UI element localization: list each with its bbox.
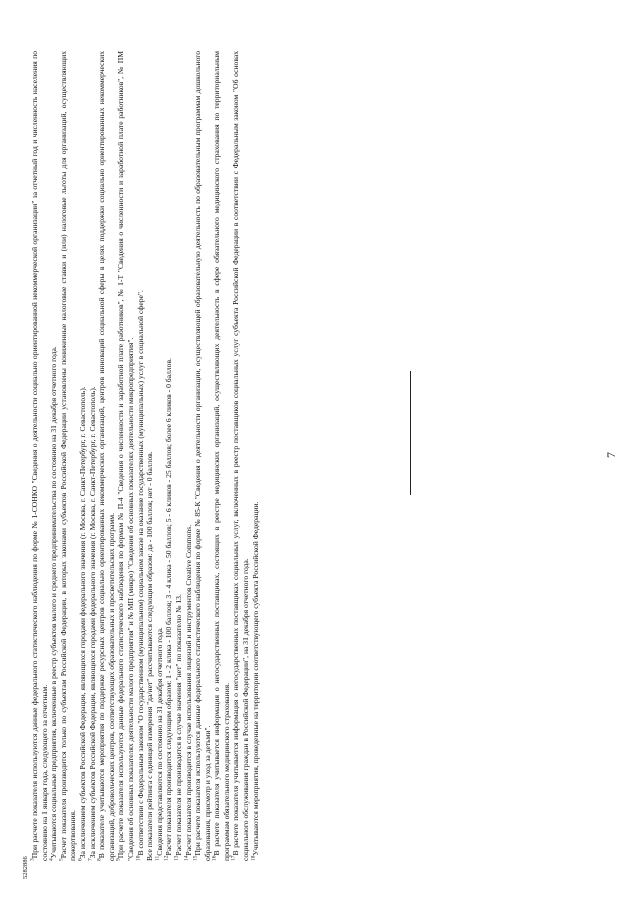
footnote (136, 51, 146, 861)
footnote-text: Расчет показателя производится в случае использования лицензий и инструментов Creative Commons. (183, 524, 193, 856)
footnote-text: При расчете показателя используются данные федерального статистического наблюдения по форме № 85-К "Сведения о деятельности организации, осуществляющей образовательную деятельность по образовательным программам дошкольного образования, присмотр и уход за детьми". (193, 51, 212, 861)
footnote-text: Расчет показателя производится только по субъектам Российской Федерации, в которых законами субъектов Российской Федерации установлены пониженные налоговые ставки и (или) налоговые льготы для организаций, осуществляющих пожертвования. (58, 51, 78, 861)
footnote (88, 51, 98, 861)
page-number: 7 (604, 452, 618, 458)
footnote (193, 51, 212, 861)
footnote (97, 51, 116, 861)
footnote (145, 51, 155, 861)
separator-line (410, 371, 411, 495)
document-id: 5282886 (22, 856, 29, 879)
footnote-text: При расчете показателя используются данные федерального статистического наблюдения по формам № П-4 "Сведения о численности и заработной плате работников", № 1-Т "Сведения о численности и заработной плате работников", № ПМ "Сведения об основных показателях деятельности малого предприятия" и № МП (микро) "Сведения об основных показателях деятельности микропредприятия". (116, 51, 135, 861)
footnote-number: 13 (173, 855, 180, 861)
footnotes-block (30, 51, 260, 861)
footnote-number: 7 (87, 858, 94, 861)
footnote-number: 15 (192, 855, 199, 861)
footnote (164, 51, 174, 861)
footnote-number: 18 (250, 855, 257, 861)
footnote-text: За исключением субъектов Российской Федерации, являющихся городами федерального значения (г. Москва, г. Санкт-Петербург, г. Севастополь). (87, 386, 97, 859)
footnote (155, 51, 165, 861)
footnote-text: В соответствии с Федеральным законом "О государственном (муниципальном) социальном заказе на оказание государственных (муниципальных) услуг в социальной сфере". (135, 290, 145, 856)
footnote-text: Учитываются социальные предприятия, включенные в реестр субъектов малого и среднего предпринимательства по состоянию на 31 декабря отчетного года. (49, 346, 59, 859)
footnote-number: 8 (96, 858, 103, 861)
footnote-text: За исключением субъектов Российской Федерации, являющихся городами федерального значения (г. Москва, г. Санкт-Петербург, г. Севастополь). (77, 386, 87, 859)
footnote (212, 51, 231, 861)
footnote-text: Сведения представляются по состоянию на 31 декабря отчетного года. (154, 627, 164, 856)
footnote-number: 3 (29, 858, 36, 861)
footnote-number: 10 (135, 855, 141, 861)
footnote-number: 6 (77, 858, 84, 861)
footnote (116, 51, 135, 861)
footnote-text: Учитываются мероприятия, проведенные на территории соответствующего субъекта Российской Федерации. (250, 501, 260, 856)
footnote-number: 11 (154, 855, 161, 861)
footnote-number: 12 (163, 855, 170, 861)
footnote (49, 51, 59, 861)
footnote (184, 51, 194, 861)
footnote-text: В расчете показателя учитывается информация о негосударственных поставщиках социальных услуг, включенных в реестр поставщиков социальных услуг субъекта Российской Федерации в соответствии с Федеральным законом "Об основах социального обслуживания граждан в Российской Федерации", на 31 декабря отчетного года. (231, 51, 251, 861)
footnote-number: 16 (211, 855, 218, 861)
footnote-text: В расчете показателя учитывается информация о негосударственных поставщиках, состоящих в реестре медицинских организаций, осуществляющих деятельность в сфере обязательного медицинского страхования по территориальным программам обязательного медицинского страхования. (212, 51, 231, 861)
footnote-number: 17 (230, 855, 237, 861)
footnote-number: 14 (182, 855, 189, 861)
footnote (78, 51, 88, 861)
footnote-text: В показателе учитываются мероприятия по поддержке ресурсных центров социально ориентированных некоммерческих организаций, центров инноваций социальной сферы в целях поддержки социально ориентированных некоммерческих организаций, добровольческих центров, соответствующих образовательных и просветительских программ. (97, 51, 116, 861)
footnote (231, 51, 250, 861)
footnote-number: 5 (58, 858, 65, 861)
footnote (30, 51, 49, 861)
footnote-text: Расчет показателя не производится в случае значения "нет" по показателю № 13. (173, 594, 183, 856)
footnote (174, 51, 184, 861)
footnote-text: При расчете показателя используются данные федерального статистического наблюдения по форме № 1-СОНКО "Сведения о деятельности социально ориентированной некоммерческой организации" за отчетный год и численность населения по состоянию на 1 января года, следующего за отчетным. (30, 51, 49, 861)
footnote-number: 4 (48, 858, 55, 861)
footnote-text: Все показатели рейтинга с единицей измерения "да/нет" рассчитываются следующим образом: да - 100 баллов; нет - 0 баллов. (145, 451, 155, 861)
footnote-number: 9 (115, 858, 122, 861)
footnote-text: Расчет показателя производится следующим образом: 1 - 2 клика - 100 баллов; 3 - 4 клика - 50 баллов; 5 - 6 кликов - 25 баллов; более 6 кликов - 0 баллов. (164, 358, 174, 856)
footnote (59, 51, 78, 861)
footnote (251, 51, 261, 861)
